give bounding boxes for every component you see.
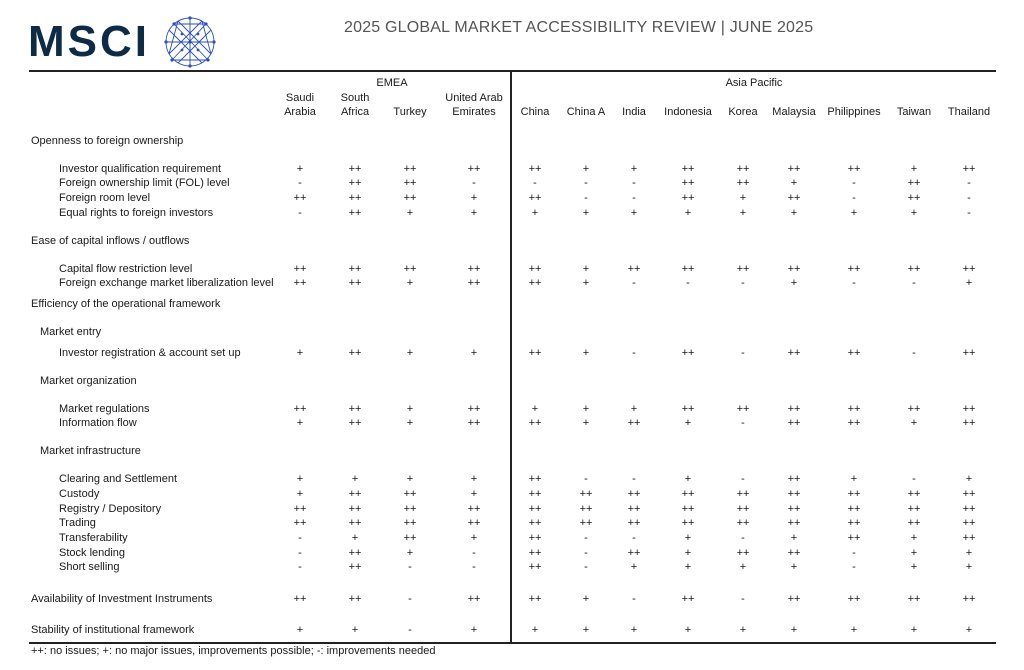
- rating-cell: ++: [847, 403, 861, 415]
- rating-cell: +: [582, 403, 590, 415]
- row-label: Stock lending: [59, 547, 126, 559]
- region-emea: EMEA: [376, 77, 408, 89]
- column-header-line2: Korea: [728, 106, 758, 118]
- rating-cell: ++: [907, 192, 921, 204]
- rating-cell: -: [584, 473, 588, 485]
- column-header-line2: China A: [566, 106, 606, 118]
- rating-cell: ++: [907, 488, 921, 500]
- row-label: Registry / Depository: [59, 503, 162, 515]
- rating-cell: ++: [348, 207, 362, 219]
- rating-cell: ++: [528, 503, 542, 515]
- rating-cell: ++: [528, 417, 542, 429]
- rating-cell: ++: [528, 192, 542, 204]
- rating-cell: -: [584, 547, 588, 559]
- rating-cell: -: [852, 192, 856, 204]
- rating-cell: ++: [528, 517, 542, 529]
- rating-cell: ++: [348, 192, 362, 204]
- rating-cell: ++: [847, 347, 861, 359]
- rating-cell: +: [630, 403, 638, 415]
- rating-cell: +: [684, 624, 692, 636]
- rating-cell: ++: [403, 192, 417, 204]
- rating-cell: -: [472, 177, 476, 189]
- rating-cell: ++: [348, 417, 362, 429]
- rating-cell: ++: [348, 503, 362, 515]
- rating-cell: ++: [962, 263, 976, 275]
- rating-cell: +: [296, 347, 304, 359]
- rating-cell: +: [684, 417, 692, 429]
- rating-cell: ++: [787, 517, 801, 529]
- rating-cell: +: [531, 624, 539, 636]
- section-heading: Openness to foreign ownership: [31, 135, 184, 147]
- rating-cell: ++: [467, 163, 481, 175]
- column-header-line2: Philippines: [827, 106, 881, 118]
- rating-cell: +: [582, 207, 590, 219]
- rating-cell: ++: [293, 263, 307, 275]
- rating-cell: ++: [403, 177, 417, 189]
- report-title: 2025 GLOBAL MARKET ACCESSIBILITY REVIEW | JUNE 2025: [344, 19, 814, 36]
- rating-cell: ++: [579, 503, 593, 515]
- rating-cell: ++: [736, 263, 750, 275]
- rating-cell: ++: [627, 517, 641, 529]
- column-header-line2: Emirates: [452, 106, 496, 118]
- rating-cell: +: [910, 207, 918, 219]
- rating-cell: ++: [348, 488, 362, 500]
- rating-cell: -: [408, 561, 412, 573]
- legend: ++: no issues; +: no major issues, improvements possible; -: improvements needed: [31, 645, 436, 657]
- rating-cell: +: [684, 207, 692, 219]
- section-heading: Market entry: [40, 326, 102, 338]
- column-header: [929, 91, 1009, 119]
- row-label: Trading: [59, 517, 96, 529]
- rating-cell: -: [472, 561, 476, 573]
- rating-cell: -: [967, 177, 971, 189]
- rating-cell: ++: [627, 263, 641, 275]
- rating-cell: ++: [962, 347, 976, 359]
- rating-cell: +: [850, 473, 858, 485]
- rating-cell: +: [406, 403, 414, 415]
- rating-cell: +: [351, 624, 359, 636]
- rating-cell: -: [632, 532, 636, 544]
- rating-cell: ++: [403, 517, 417, 529]
- rating-cell: ++: [293, 403, 307, 415]
- row-label: Foreign exchange market liberalization level: [59, 277, 274, 289]
- rating-cell: ++: [348, 277, 362, 289]
- rating-cell: +: [910, 163, 918, 175]
- rating-cell: +: [470, 488, 478, 500]
- rating-cell: +: [582, 347, 590, 359]
- rating-cell: -: [741, 473, 745, 485]
- rating-cell: +: [582, 263, 590, 275]
- rating-cell: -: [686, 277, 690, 289]
- rating-cell: +: [296, 624, 304, 636]
- column-header-line1: Saudi: [285, 92, 315, 104]
- row-label: Custody: [59, 488, 100, 500]
- rating-cell: ++: [528, 347, 542, 359]
- rating-cell: ++: [787, 163, 801, 175]
- row-label: Transferability: [59, 532, 128, 544]
- rating-cell: -: [741, 417, 745, 429]
- rating-cell: -: [967, 207, 971, 219]
- rating-cell: -: [741, 347, 745, 359]
- column-header-line2: Taiwan: [896, 106, 932, 118]
- rating-cell: +: [684, 561, 692, 573]
- rating-cell: -: [584, 561, 588, 573]
- rating-cell: +: [531, 207, 539, 219]
- rating-cell: ++: [467, 517, 481, 529]
- rating-cell: +: [910, 561, 918, 573]
- rating-cell: -: [632, 347, 636, 359]
- rating-cell: ++: [403, 163, 417, 175]
- row-label: Foreign ownership limit (FOL) level: [59, 177, 230, 189]
- rating-cell: +: [470, 624, 478, 636]
- rating-cell: -: [584, 532, 588, 544]
- rating-cell: ++: [348, 517, 362, 529]
- globe-logo-icon: [164, 16, 216, 68]
- rating-cell: ++: [736, 163, 750, 175]
- rating-cell: +: [406, 547, 414, 559]
- rating-cell: ++: [907, 503, 921, 515]
- rating-cell: ++: [962, 532, 976, 544]
- rating-cell: ++: [736, 517, 750, 529]
- rating-cell: -: [912, 277, 916, 289]
- rating-cell: -: [632, 177, 636, 189]
- row-label: Market regulations: [59, 403, 150, 415]
- rating-cell: ++: [528, 277, 542, 289]
- rating-cell: ++: [847, 503, 861, 515]
- rating-cell: ++: [787, 503, 801, 515]
- row-label: Investor registration & account set up: [59, 347, 241, 359]
- rating-cell: -: [632, 192, 636, 204]
- row-label: Investor qualification requirement: [59, 163, 222, 175]
- rating-cell: ++: [403, 488, 417, 500]
- row-label: Information flow: [59, 417, 137, 429]
- column-header-line2: China: [520, 106, 550, 118]
- column-header-line2: Malaysia: [772, 106, 816, 118]
- rating-cell: +: [790, 207, 798, 219]
- rating-cell: +: [790, 532, 798, 544]
- rating-cell: ++: [348, 177, 362, 189]
- rating-cell: +: [406, 473, 414, 485]
- rating-cell: ++: [528, 547, 542, 559]
- rating-cell: ++: [403, 532, 417, 544]
- rating-cell: +: [790, 177, 798, 189]
- rating-cell: +: [684, 473, 692, 485]
- rating-cell: +: [910, 624, 918, 636]
- rating-cell: ++: [348, 163, 362, 175]
- rating-cell: ++: [787, 347, 801, 359]
- rating-cell: ++: [736, 177, 750, 189]
- row-label: Equal rights to foreign investors: [59, 207, 214, 219]
- rating-cell: ++: [907, 177, 921, 189]
- rating-cell: +: [910, 532, 918, 544]
- rating-cell: +: [790, 277, 798, 289]
- msci-logo: [28, 16, 216, 68]
- rating-cell: ++: [467, 277, 481, 289]
- logo-text: MSCI: [28, 17, 150, 66]
- rating-cell: ++: [962, 488, 976, 500]
- rating-cell: ++: [736, 403, 750, 415]
- rating-cell: +: [684, 532, 692, 544]
- rating-cell: ++: [787, 488, 801, 500]
- rating-cell: +: [739, 192, 747, 204]
- rating-cell: -: [298, 561, 302, 573]
- rating-cell: -: [852, 547, 856, 559]
- rating-cell: +: [739, 624, 747, 636]
- rating-cell: -: [472, 547, 476, 559]
- rating-cell: ++: [348, 547, 362, 559]
- rating-cell: +: [630, 624, 638, 636]
- rating-cell: ++: [847, 163, 861, 175]
- rating-cell: +: [296, 417, 304, 429]
- region-divider: [510, 71, 512, 643]
- rating-cell: ++: [348, 593, 362, 605]
- rating-cell: ++: [962, 503, 976, 515]
- rating-cell: ++: [962, 593, 976, 605]
- rating-cell: +: [630, 561, 638, 573]
- rating-cell: ++: [787, 403, 801, 415]
- section-heading: Market infrastructure: [40, 445, 141, 457]
- rating-cell: ++: [348, 347, 362, 359]
- rating-cell: ++: [528, 532, 542, 544]
- column-header-line1: United Arab: [445, 92, 503, 104]
- rating-cell: ++: [403, 263, 417, 275]
- rating-cell: ++: [348, 403, 362, 415]
- rating-cell: ++: [681, 517, 695, 529]
- bottom-rule: [29, 642, 996, 644]
- section-heading: Availability of Investment Instruments: [31, 593, 213, 605]
- rating-cell: +: [470, 473, 478, 485]
- rating-cell: -: [408, 593, 412, 605]
- rating-cell: +: [531, 403, 539, 415]
- rating-cell: -: [632, 277, 636, 289]
- rating-cell: ++: [348, 263, 362, 275]
- rating-cell: ++: [681, 593, 695, 605]
- rating-cell: ++: [681, 488, 695, 500]
- row-label: Short selling: [59, 561, 120, 573]
- section-heading: Stability of institutional framework: [31, 624, 195, 636]
- rating-cell: -: [298, 532, 302, 544]
- rating-cell: ++: [528, 263, 542, 275]
- column-header-line2: Indonesia: [664, 106, 712, 118]
- rating-cell: +: [582, 163, 590, 175]
- column-header-line1: South: [340, 92, 370, 104]
- rating-cell: ++: [579, 517, 593, 529]
- rating-cell: -: [408, 624, 412, 636]
- rating-cell: -: [298, 547, 302, 559]
- rating-cell: ++: [736, 547, 750, 559]
- rating-cell: +: [790, 561, 798, 573]
- rating-cell: -: [584, 192, 588, 204]
- rating-cell: +: [582, 593, 590, 605]
- column-header-line1: [929, 91, 1009, 105]
- rating-cell: ++: [847, 517, 861, 529]
- rating-cell: ++: [627, 503, 641, 515]
- rating-cell: +: [296, 473, 304, 485]
- rating-cell: ++: [681, 403, 695, 415]
- rating-cell: +: [965, 561, 973, 573]
- rating-cell: +: [910, 417, 918, 429]
- rating-cell: +: [850, 624, 858, 636]
- rating-cell: -: [852, 277, 856, 289]
- rating-cell: ++: [962, 163, 976, 175]
- rating-cell: ++: [293, 277, 307, 289]
- rating-cell: ++: [787, 593, 801, 605]
- rating-cell: ++: [962, 403, 976, 415]
- rating-cell: ++: [528, 473, 542, 485]
- rating-cell: ++: [847, 532, 861, 544]
- rating-cell: -: [298, 207, 302, 219]
- rating-cell: +: [296, 488, 304, 500]
- rating-cell: ++: [467, 593, 481, 605]
- rating-cell: ++: [467, 417, 481, 429]
- rating-cell: -: [584, 177, 588, 189]
- rating-cell: ++: [681, 192, 695, 204]
- rating-cell: +: [406, 277, 414, 289]
- rating-cell: +: [470, 207, 478, 219]
- rating-cell: ++: [847, 263, 861, 275]
- rating-cell: -: [852, 561, 856, 573]
- rating-cell: +: [965, 473, 973, 485]
- rating-cell: ++: [787, 263, 801, 275]
- rating-cell: -: [632, 473, 636, 485]
- rating-cell: ++: [627, 417, 641, 429]
- rating-cell: +: [965, 277, 973, 289]
- rating-cell: ++: [528, 163, 542, 175]
- rating-cell: ++: [736, 503, 750, 515]
- rating-cell: ++: [907, 263, 921, 275]
- rating-cell: ++: [847, 593, 861, 605]
- rating-cell: +: [910, 547, 918, 559]
- rating-cell: ++: [348, 561, 362, 573]
- rating-cell: +: [582, 624, 590, 636]
- rating-cell: ++: [787, 192, 801, 204]
- rating-cell: +: [790, 624, 798, 636]
- rating-cell: ++: [467, 263, 481, 275]
- rating-cell: +: [351, 473, 359, 485]
- rating-cell: ++: [627, 547, 641, 559]
- rating-cell: +: [630, 207, 638, 219]
- rating-cell: ++: [681, 177, 695, 189]
- rating-cell: +: [630, 163, 638, 175]
- rating-cell: -: [852, 177, 856, 189]
- rating-cell: ++: [907, 593, 921, 605]
- rating-cell: ++: [907, 403, 921, 415]
- rating-cell: +: [965, 547, 973, 559]
- rating-cell: ++: [907, 517, 921, 529]
- rating-cell: +: [470, 532, 478, 544]
- rating-cell: ++: [681, 263, 695, 275]
- row-label: Capital flow restriction level: [59, 263, 193, 275]
- rating-cell: +: [684, 547, 692, 559]
- rating-cell: +: [850, 207, 858, 219]
- rating-cell: +: [470, 192, 478, 204]
- column-header-line2: India: [622, 106, 646, 118]
- rating-cell: +: [582, 277, 590, 289]
- column-header-line2: Thailand: [947, 106, 991, 118]
- rating-cell: -: [912, 347, 916, 359]
- section-heading: Efficiency of the operational framework: [31, 298, 221, 310]
- rating-cell: -: [741, 532, 745, 544]
- column-header-line2: Turkey: [393, 106, 427, 118]
- rating-cell: +: [406, 207, 414, 219]
- rating-cell: ++: [467, 503, 481, 515]
- rating-cell: ++: [847, 488, 861, 500]
- rating-cell: ++: [293, 503, 307, 515]
- section-heading: Market organization: [40, 375, 137, 387]
- rating-cell: -: [533, 177, 537, 189]
- rating-cell: ++: [528, 488, 542, 500]
- rating-cell: +: [739, 561, 747, 573]
- rating-cell: ++: [962, 417, 976, 429]
- rating-cell: +: [296, 163, 304, 175]
- region-apac: Asia Pacific: [725, 77, 783, 89]
- row-label: Clearing and Settlement: [59, 473, 178, 485]
- rating-cell: -: [632, 593, 636, 605]
- rating-cell: +: [470, 347, 478, 359]
- column-header-line2: Africa: [340, 106, 370, 118]
- rating-cell: -: [741, 593, 745, 605]
- rating-cell: ++: [579, 488, 593, 500]
- rating-cell: +: [965, 624, 973, 636]
- rating-cell: ++: [847, 417, 861, 429]
- rating-cell: ++: [293, 517, 307, 529]
- rating-cell: +: [582, 417, 590, 429]
- rating-cell: +: [406, 347, 414, 359]
- rating-cell: ++: [467, 403, 481, 415]
- rating-cell: -: [298, 177, 302, 189]
- rating-cell: -: [967, 192, 971, 204]
- rating-cell: ++: [528, 593, 542, 605]
- rating-cell: -: [912, 473, 916, 485]
- rating-cell: ++: [403, 503, 417, 515]
- rating-cell: ++: [681, 163, 695, 175]
- rating-cell: ++: [293, 192, 307, 204]
- top-rule: [29, 70, 996, 72]
- rating-cell: ++: [962, 517, 976, 529]
- rating-cell: ++: [293, 593, 307, 605]
- rating-cell: +: [406, 417, 414, 429]
- section-heading: Ease of capital inflows / outflows: [31, 235, 190, 247]
- rating-cell: ++: [787, 473, 801, 485]
- rating-cell: +: [351, 532, 359, 544]
- rating-cell: ++: [627, 488, 641, 500]
- rating-cell: +: [739, 207, 747, 219]
- column-header-line2: Arabia: [284, 106, 316, 118]
- rating-cell: ++: [681, 347, 695, 359]
- rating-cell: ++: [787, 417, 801, 429]
- rating-cell: ++: [736, 488, 750, 500]
- rating-cell: ++: [681, 503, 695, 515]
- rating-cell: ++: [787, 547, 801, 559]
- row-label: Foreign room level: [59, 192, 151, 204]
- rating-cell: ++: [528, 561, 542, 573]
- rating-cell: -: [741, 277, 745, 289]
